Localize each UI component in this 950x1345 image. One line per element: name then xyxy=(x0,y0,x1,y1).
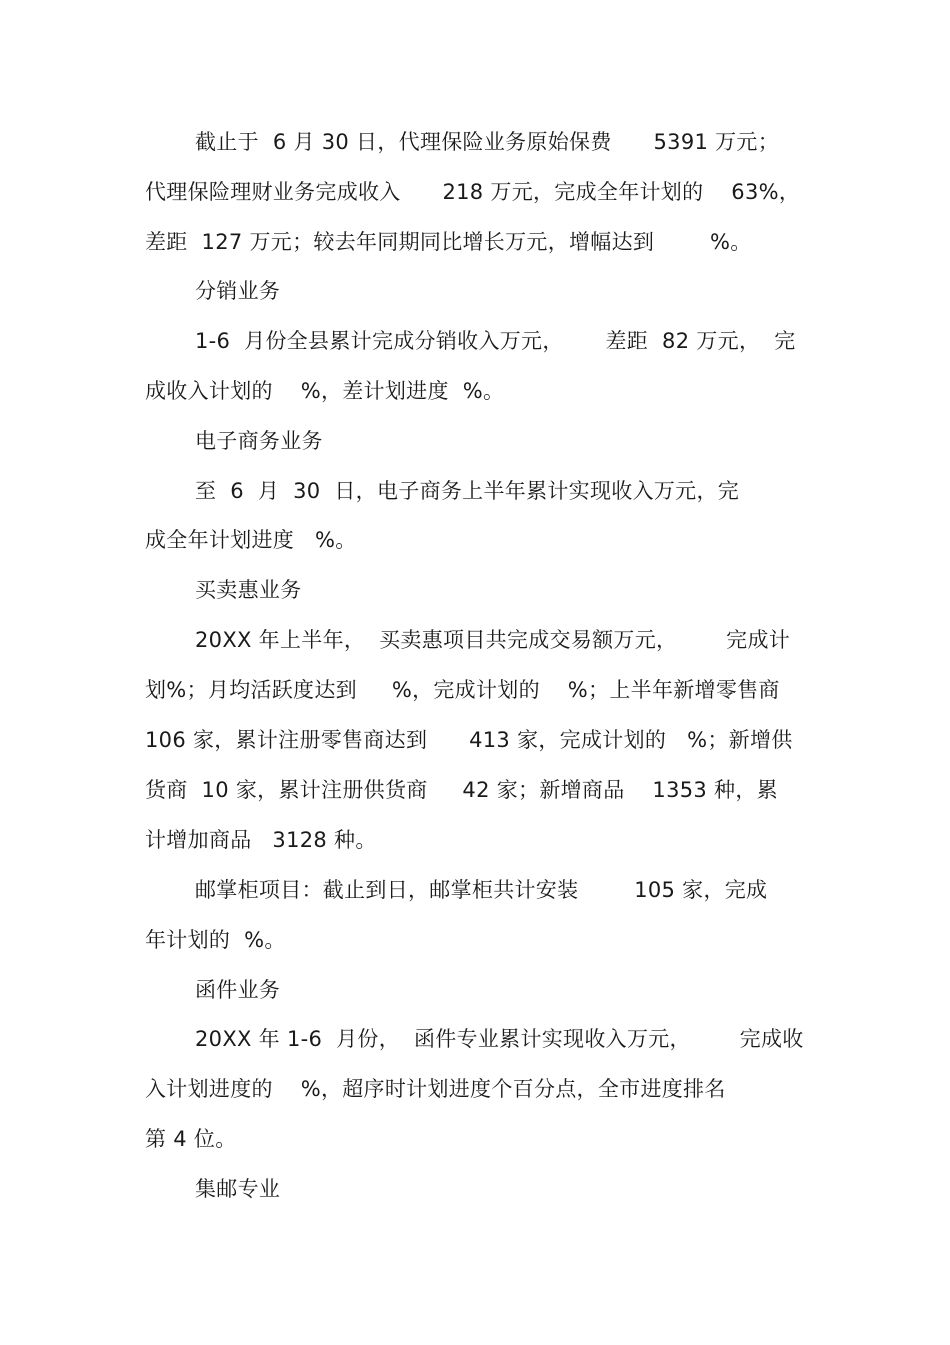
paragraph-ecommerce-line-2: 成全年计划进度 %。 xyxy=(145,528,357,552)
paragraph-mail-line-1: 20XX 年 1-6 月份， 函件专业累计实现收入万元， 完成收 xyxy=(195,1027,804,1051)
paragraph-youzhanggui-line-2: 年计划的 %。 xyxy=(145,928,286,952)
paragraph-insurance-line-1: 截止于 6 月 30 日，代理保险业务原始保费 5391 万元； xyxy=(195,130,780,154)
paragraph-insurance-line-3: 差距 127 万元；较去年同期同比增长万元，增幅达到 %。 xyxy=(145,230,752,254)
paragraph-youzhanggui-line-1: 邮掌柜项目：截止到日，邮掌柜共计安装 105 家，完成 xyxy=(195,878,768,902)
heading-maimaihui: 买卖惠业务 xyxy=(195,578,302,602)
heading-mail: 函件业务 xyxy=(195,978,281,1002)
paragraph-ecommerce-line-1: 至 6 月 30 日，电子商务上半年累计实现收入万元，完 xyxy=(195,479,740,503)
paragraph-insurance-line-2: 代理保险理财业务完成收入 218 万元，完成全年计划的 63%， xyxy=(145,180,801,204)
paragraph-mail-line-3: 第 4 位。 xyxy=(145,1127,237,1151)
heading-distribution: 分销业务 xyxy=(195,279,281,303)
paragraph-maimaihui-line-2: 划%；月均活跃度达到 %，完成计划的 %；上半年新增零售商 xyxy=(145,678,780,702)
heading-philately: 集邮专业 xyxy=(195,1177,281,1201)
paragraph-distribution-line-1: 1-6 月份全县累计完成分销收入万元， 差距 82 万元， 完 xyxy=(195,329,796,353)
heading-ecommerce: 电子商务业务 xyxy=(195,429,323,453)
paragraph-maimaihui-line-5: 计增加商品 3128 种。 xyxy=(145,828,377,852)
paragraph-maimaihui-line-3: 106 家，累计注册零售商达到 413 家，完成计划的 %；新增供 xyxy=(145,728,793,752)
paragraph-maimaihui-line-1: 20XX 年上半年， 买卖惠项目共完成交易额万元， 完成计 xyxy=(195,628,791,652)
paragraph-mail-line-2: 入计划进度的 %，超序时计划进度个百分点，全市进度排名 xyxy=(145,1077,726,1101)
paragraph-distribution-line-2: 成收入计划的 %，差计划进度 %。 xyxy=(145,379,505,403)
paragraph-maimaihui-line-4: 货商 10 家，累计注册供货商 42 家；新增商品 1353 种，累 xyxy=(145,778,778,802)
